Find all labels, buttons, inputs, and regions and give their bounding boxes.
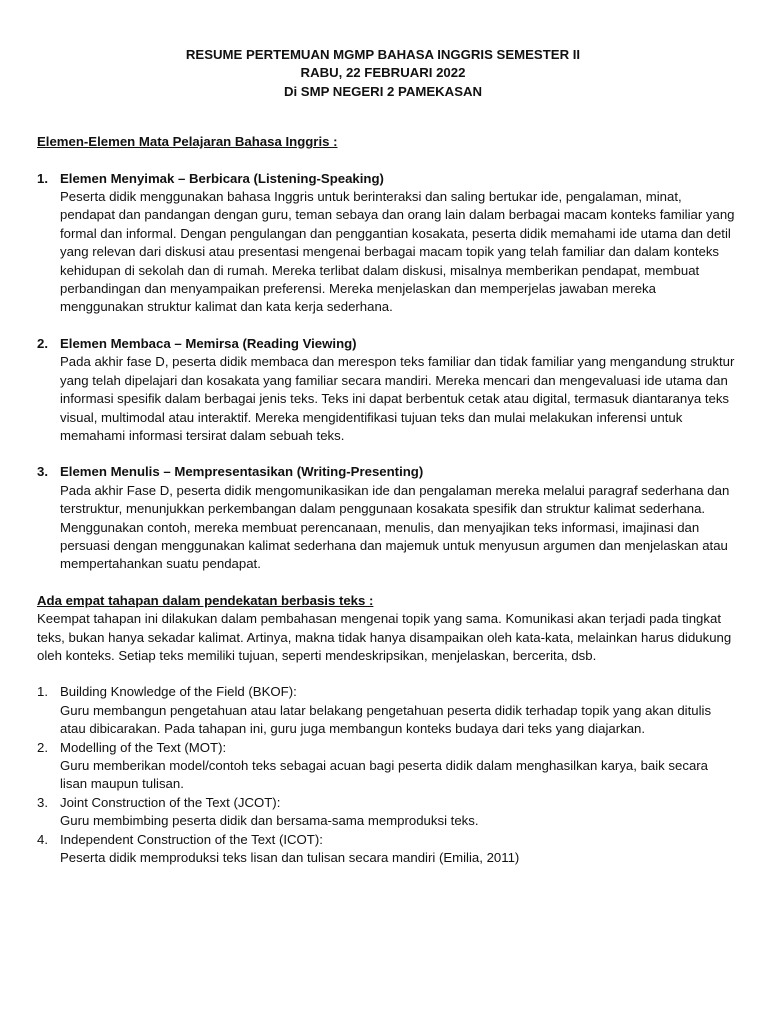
- stages-intro-paragraph: Keempat tahapan ini dilakukan dalam pembahasan mengenai topik yang sama. Komunikasi akan terjadi pada tingkat teks, bukan hanya sekadar kalimat. Artinya, makna tidak hanya disampaikan oleh kata-kata, melainkan harus didukung oleh konteks. Setiap teks memiliki tujuan, seperti mendeskripsikan, menjelaskan, bercerita, dsb.: [37, 611, 732, 663]
- element-item-reading-viewing: [37, 335, 737, 445]
- element-number: 2.: [37, 335, 48, 351]
- element-body: Pada akhir fase D, peserta didik membaca dan merespon teks familiar dan tidak familiar yang mengandung struktur yang telah dipelajari dan kosakata yang familiar secara mandiri. Mereka mencari dan mengevaluasi ide utama dan informasi spesifik dalam berbagai jenis teks. Teks ini dapat berbentuk cetak atau digital, termasuk diantaranya teks visual, multimodal atau interaktif. Mereka mengidentifikasi tujuan teks dan mulai melakukan inferensi untuk memahami informasi tersirat dalam sebuah teks.: [60, 354, 735, 443]
- stage-body: Guru membangun pengetahuan atau latar belakang pengetahuan peserta didik terhadap topik yang akan ditulis atau dibicarakan. Pada tahapan ini, guru juga membangun konteks budaya dari teks yang diajarkan.: [60, 702, 712, 737]
- header-date: RABU, 22 FEBRUARI 2022: [300, 65, 466, 81]
- stage-title: Joint Construction of the Text (JCOT):: [60, 794, 281, 810]
- stage-item-jcot: [37, 794, 737, 831]
- element-number: 3.: [37, 464, 48, 480]
- stage-body: Peserta didik memproduksi teks lisan dan tulisan secara mandiri (Emilia, 2011): [60, 850, 520, 866]
- element-number: 1.: [37, 170, 48, 186]
- elements-list: [37, 170, 737, 574]
- stage-number: 1.: [37, 684, 48, 700]
- stage-title: Modelling of the Text (MOT):: [60, 739, 227, 755]
- element-body: Pada akhir Fase D, peserta didik mengomunikasikan ide dan pengalaman mereka melalui paragraf sederhana dan terstruktur, menunjukkan perkembangan dalam penggunaan kosakata spesifik dan struktur kalimat sederhana. Menggunakan contoh, mereka membuat perencanaan, menulis, dan menyajikan teks informasi, imajinasi dan persuasi dengan menggunakan kalimat sederhana dan majemuk untuk menyusun argumen dan menjelaskan atau mempertahankan suatu pendapat.: [60, 482, 730, 572]
- element-title: Elemen Membaca – Memirsa (Reading Viewing): [60, 335, 357, 351]
- stage-title: Independent Construction of the Text (ICOT):: [60, 831, 323, 847]
- header-title: RESUME PERTEMUAN MGMP BAHASA INGGRIS SEMESTER II: [185, 47, 581, 62]
- stage-item-mot: [37, 739, 737, 794]
- element-title: Elemen Menulis – Mempresentasikan (Writing-Presenting): [60, 464, 424, 480]
- elements-section-title: Elemen-Elemen Mata Pelajaran Bahasa Inggris :: [37, 134, 338, 150]
- stage-body: Guru membimbing peserta didik dan bersama-sama memproduksi teks.: [60, 813, 479, 829]
- stages-section-title: Ada empat tahapan dalam pendekatan berbasis teks :: [37, 592, 374, 608]
- stage-number: 4.: [37, 831, 48, 847]
- stage-body: Guru memberikan model/contoh teks sebagai acuan bagi peserta didik dalam menghasilkan karya, baik secara lisan maupun tulisan.: [60, 758, 709, 792]
- header-location: Di SMP NEGERI 2 PAMEKASAN: [283, 83, 483, 99]
- stage-item-bkof: [37, 683, 737, 738]
- element-body: Peserta didik menggunakan bahasa Inggris untuk berinteraksi dan saling bertukar ide, pengalaman, minat, pendapat dan pandangan dengan guru, teman sebaya dan orang lain dalam berbagai macam konteks familiar yang formal dan informal. Dengan pengulangan dan penggantian kosakata, peserta didik memahami ide utama dan detil yang relevan dari diskusi atau presentasi mengenai berbagai macam topik yang telah familiar dan dalam konteks kehidupan di sekolah dan di rumah. Mereka terlibat dalam diskusi, misalnya memberikan pendapat, membuat perbandingan dan menyampaikan preferensi. Mereka menjelaskan dan memperjelas jawaban mereka menggunakan struktur kalimat dan kata kerja sederhana.: [60, 189, 735, 315]
- stage-item-icot: [37, 831, 737, 868]
- stage-title: Building Knowledge of the Field (BKOF):: [60, 684, 297, 700]
- element-item-writing-presenting: [37, 463, 737, 573]
- stage-number: 3.: [37, 794, 48, 810]
- element-item-listening-speaking: [37, 170, 737, 317]
- stages-list: [37, 683, 737, 867]
- stage-number: 2.: [37, 739, 48, 755]
- document-page: [37, 46, 737, 867]
- document-header: [29, 46, 737, 101]
- element-title: Elemen Menyimak – Berbicara (Listening-Speaking): [60, 170, 384, 186]
